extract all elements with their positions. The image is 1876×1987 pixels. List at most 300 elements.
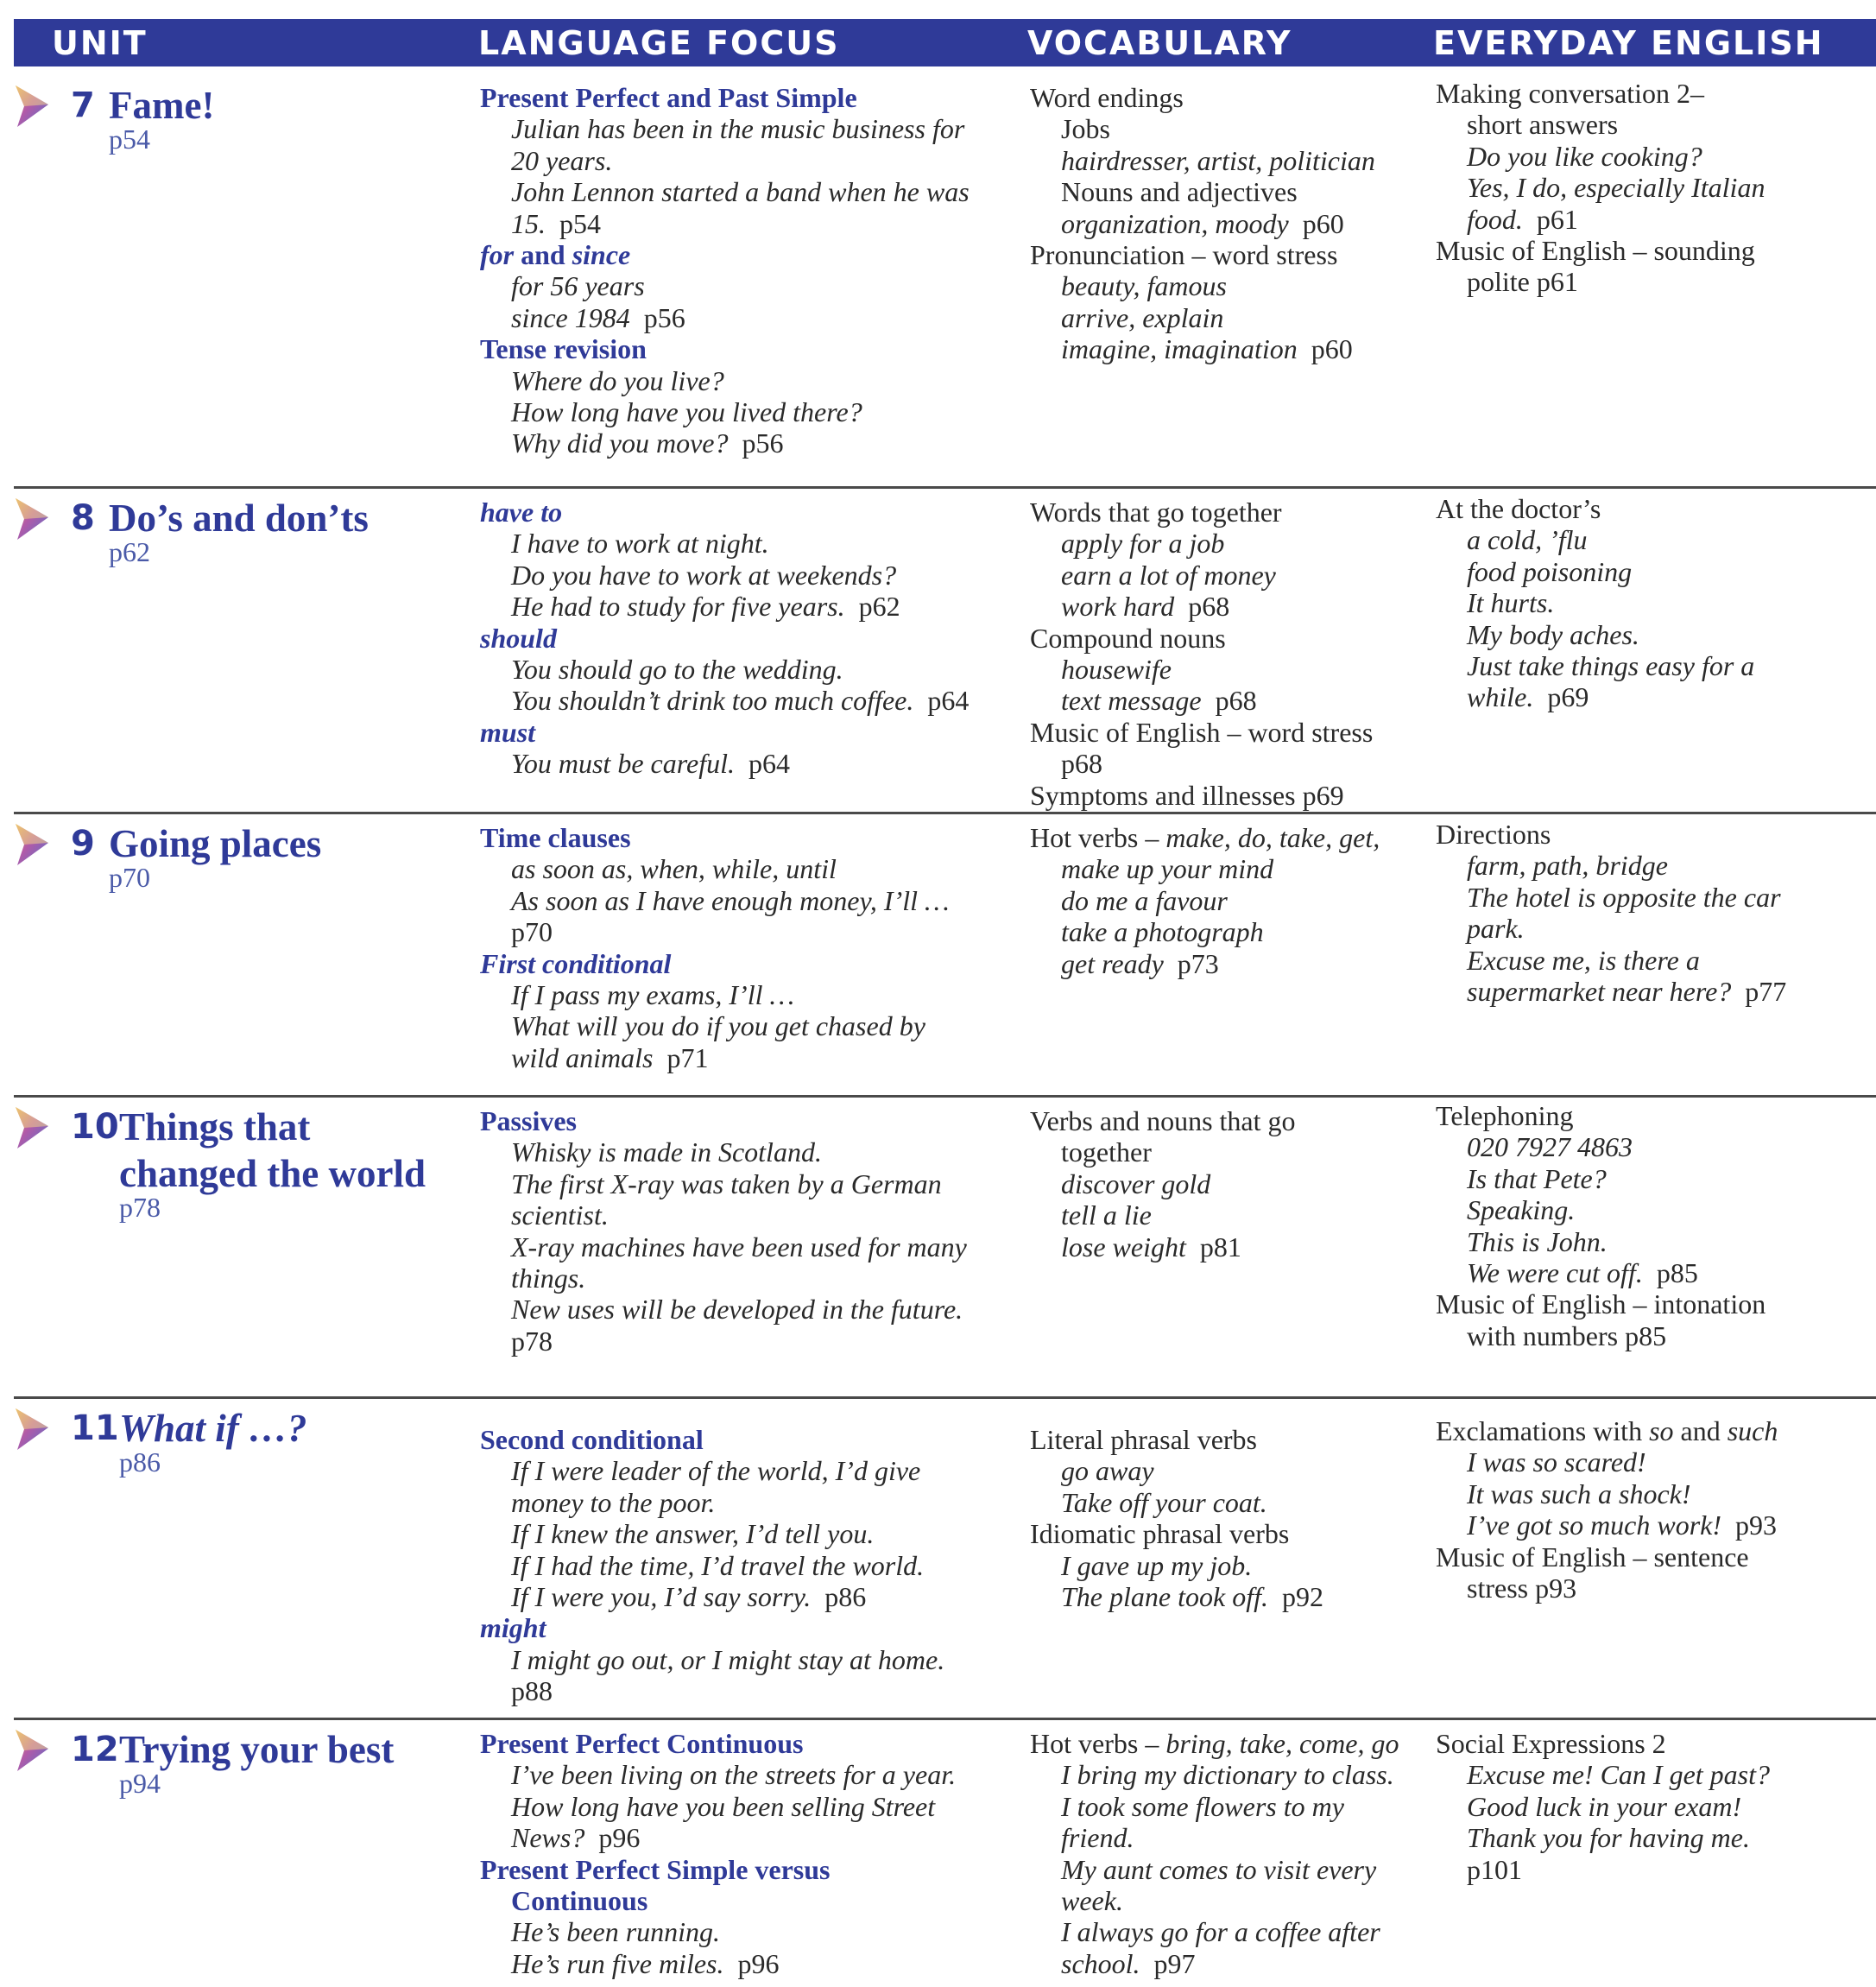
- line-text: The first X-ray was taken by a German: [511, 1168, 942, 1199]
- line-text: At the doctor’s: [1436, 493, 1601, 524]
- line-text: polite p61: [1467, 266, 1578, 298]
- text-line: [1030, 113, 1418, 144]
- text-line: [480, 1550, 998, 1581]
- text-line: [1436, 1446, 1876, 1478]
- text-line: [480, 1424, 998, 1455]
- text-line: [1436, 556, 1876, 587]
- text-line: [480, 239, 998, 270]
- page-reference[interactable]: p60: [1302, 207, 1344, 239]
- text-line: [1030, 270, 1418, 301]
- line-text: arrive, explain: [1061, 301, 1224, 333]
- unit-page[interactable]: p54: [109, 123, 150, 155]
- page-reference[interactable]: p54: [559, 207, 601, 239]
- text-line: [1030, 1487, 1418, 1518]
- line-text: I’ve got so much work!: [1467, 1509, 1722, 1541]
- line-text: You must be careful.: [511, 748, 735, 780]
- vocabulary-cell: [1030, 497, 1418, 811]
- line-text: Music of English – word stress: [1030, 716, 1374, 748]
- text-line: [1030, 654, 1418, 685]
- text-line: [480, 427, 998, 459]
- spacer: [584, 1822, 598, 1853]
- text-line: [1436, 1415, 1876, 1446]
- text-line: [1436, 78, 1876, 109]
- unit-arrow-icon: [12, 495, 52, 543]
- text-line: [1030, 885, 1418, 916]
- everyday-english-cell: [1436, 1728, 1876, 1885]
- unit-page[interactable]: p94: [119, 1768, 161, 1799]
- page-reference[interactable]: p92: [1281, 1581, 1323, 1613]
- text-line: [480, 1168, 998, 1199]
- line-text: earn a lot of money: [1061, 559, 1276, 591]
- line-text: I took some flowers to my: [1061, 1790, 1344, 1822]
- page-reference[interactable]: p97: [1153, 1947, 1196, 1979]
- text-line: [480, 1231, 998, 1262]
- text-line: [1436, 976, 1876, 1007]
- unit-title: Fame!: [109, 84, 215, 127]
- line-text: scientist.: [511, 1199, 609, 1231]
- line-text: discover gold: [1061, 1168, 1211, 1199]
- line-text: Literal phrasal verbs: [1030, 1424, 1257, 1455]
- line-text: If I pass my exams, I’ll …: [511, 979, 794, 1011]
- text-line: [1030, 1424, 1418, 1455]
- text-line: [480, 591, 998, 622]
- unit-title: Things that: [119, 1105, 311, 1149]
- line-text: Just take things easy for a: [1467, 650, 1755, 682]
- text-line: [1436, 1320, 1876, 1351]
- line-text: I’ve been living on the streets for a year.: [511, 1759, 957, 1791]
- page-reference[interactable]: p56: [643, 301, 685, 333]
- text-line: [1030, 1948, 1418, 1979]
- text-line: [1030, 1550, 1418, 1581]
- spacer: [1289, 208, 1303, 239]
- text-line: [480, 333, 998, 364]
- line-text: p78: [511, 1325, 553, 1357]
- text-line: [480, 916, 998, 947]
- line-text: Tense revision: [480, 333, 647, 365]
- line-text: Pronunciation – word stress: [1030, 239, 1338, 271]
- text-line: [1436, 587, 1876, 618]
- spacer: [1174, 591, 1188, 622]
- text-line: [1436, 109, 1876, 140]
- text-line: [480, 1199, 998, 1231]
- spacer: [653, 1042, 666, 1073]
- unit-arrow-icon: [12, 1726, 52, 1775]
- page-reference[interactable]: p93: [1735, 1509, 1778, 1541]
- line-text: He’s run five miles.: [511, 1947, 724, 1979]
- line-text: Verbs and nouns that go: [1030, 1105, 1296, 1136]
- text-line: [480, 497, 998, 528]
- text-line: [1030, 1885, 1418, 1916]
- vocabulary-cell: [1030, 1728, 1418, 1979]
- page-reference[interactable]: p68: [1215, 685, 1257, 717]
- unit-number: 7: [71, 85, 95, 125]
- text-line: [480, 1791, 998, 1822]
- everyday-english-cell: [1436, 1415, 1876, 1604]
- unit-number: 10: [71, 1107, 119, 1147]
- text-line: [1030, 1168, 1418, 1199]
- line-text: hairdresser, artist, politician: [1061, 144, 1375, 176]
- line-text: He had to study for five years.: [511, 591, 845, 623]
- line-text: p101: [1467, 1853, 1522, 1885]
- line-text: go away: [1061, 1455, 1154, 1487]
- vocabulary-cell: [1030, 82, 1418, 365]
- line-text: I gave up my job.: [1061, 1549, 1253, 1581]
- language-focus-cell: [480, 82, 998, 459]
- spacer: [1523, 204, 1537, 235]
- line-text: I was so scared!: [1467, 1446, 1646, 1478]
- text-line: [1436, 141, 1876, 172]
- text-line: [1030, 1822, 1418, 1853]
- text-line: [1436, 1759, 1876, 1790]
- line-text: Compound nouns: [1030, 622, 1226, 654]
- text-line: [1030, 1136, 1418, 1168]
- header-bar: [14, 19, 1876, 66]
- text-line: [1436, 1573, 1876, 1604]
- text-line: [1436, 1226, 1876, 1257]
- page-reference[interactable]: p69: [1547, 681, 1589, 713]
- line-text: I bring my dictionary to class.: [1061, 1759, 1394, 1791]
- line-text: Speaking.: [1467, 1194, 1576, 1226]
- line-text: p68: [1061, 748, 1102, 780]
- line-text: Music of English – intonation: [1436, 1288, 1766, 1320]
- text-line: [480, 1042, 998, 1073]
- spacer: [1202, 685, 1216, 716]
- page-reference[interactable]: p56: [742, 427, 784, 459]
- spacer: [1298, 333, 1311, 364]
- text-line: [480, 717, 998, 748]
- line-text: I might go out, or I might stay at home.: [511, 1643, 945, 1675]
- text-line: [1030, 1759, 1418, 1790]
- line-text: My aunt comes to visit every: [1061, 1853, 1377, 1885]
- line-text: a cold, ’flu: [1467, 524, 1588, 556]
- page-reference[interactable]: p73: [1177, 947, 1219, 979]
- spacer: [723, 1948, 737, 1979]
- line-text: If I knew the answer, I’d tell you.: [511, 1518, 875, 1550]
- line-text: Whisky is made in Scotland.: [511, 1136, 822, 1168]
- page-reference[interactable]: p96: [598, 1822, 641, 1854]
- text-line: [1436, 1257, 1876, 1288]
- text-line: [480, 748, 998, 779]
- line-text: Hot verbs –: [1030, 822, 1166, 853]
- page-reference[interactable]: p61: [1536, 203, 1578, 235]
- everyday-english-cell: [1436, 1100, 1876, 1351]
- line-text: Exclamations with: [1436, 1415, 1650, 1446]
- page-reference[interactable]: p64: [748, 748, 790, 780]
- line-text: as soon as, when, while, until: [511, 853, 837, 885]
- text-line: [1030, 302, 1418, 333]
- page-reference[interactable]: p86: [824, 1581, 867, 1613]
- line-text: for: [480, 239, 515, 271]
- text-line: [480, 1326, 998, 1357]
- text-line: [1436, 945, 1876, 976]
- text-line: [1436, 619, 1876, 650]
- line-text: Social Expressions 2: [1436, 1728, 1666, 1759]
- line-text: school.: [1061, 1947, 1140, 1979]
- text-line: [480, 302, 998, 333]
- line-text: How long have you lived there?: [511, 396, 862, 428]
- page-reference[interactable]: p62: [858, 591, 900, 623]
- text-line: [480, 1948, 998, 1979]
- line-text: for 56 years: [511, 270, 645, 302]
- spacer: [1533, 681, 1547, 712]
- line-text: things.: [511, 1262, 586, 1294]
- text-line: [1436, 882, 1876, 913]
- text-line: [1030, 1105, 1418, 1136]
- page-reference[interactable]: p85: [1656, 1257, 1698, 1289]
- line-text: together: [1061, 1136, 1152, 1168]
- text-line: [1030, 239, 1418, 270]
- row-divider: [14, 812, 1876, 814]
- text-line: [1436, 1541, 1876, 1573]
- text-line: [480, 1136, 998, 1168]
- line-text: Telephoning: [1436, 1100, 1574, 1131]
- text-line: [1030, 1916, 1418, 1947]
- text-line: [480, 853, 998, 884]
- text-line: [1030, 82, 1418, 113]
- page-reference[interactable]: p60: [1311, 333, 1353, 365]
- text-line: [1030, 1854, 1418, 1885]
- line-text: Take off your coat.: [1061, 1486, 1267, 1518]
- line-text: Present Perfect and Past Simple: [480, 82, 857, 113]
- line-text: text message: [1061, 685, 1202, 717]
- line-text: have to: [480, 497, 563, 528]
- row-divider: [14, 486, 1876, 489]
- line-text: 20 years.: [511, 144, 613, 176]
- text-line: [1030, 1581, 1418, 1612]
- unit-page[interactable]: p86: [119, 1446, 161, 1478]
- line-text: The plane took off.: [1061, 1581, 1268, 1613]
- line-text: 15.: [511, 207, 546, 239]
- page-reference[interactable]: p64: [927, 685, 970, 717]
- page-reference[interactable]: p71: [666, 1041, 709, 1073]
- row-divider: [14, 1396, 1876, 1399]
- unit-title: Trying your best: [119, 1728, 395, 1771]
- text-line: [1030, 822, 1418, 853]
- line-text: Continuous: [511, 1885, 648, 1917]
- text-line: [1030, 1455, 1418, 1486]
- page-reference[interactable]: p96: [737, 1947, 780, 1979]
- line-text: You shouldn’t drink too much coffee.: [511, 685, 914, 717]
- line-text: John Lennon started a band when he was: [511, 176, 970, 208]
- line-text: food.: [1467, 203, 1523, 235]
- line-text: What will you do if you get chased by: [511, 1010, 925, 1042]
- line-connector: and: [514, 239, 572, 271]
- line-text: Time clauses: [480, 822, 631, 853]
- line-text: Where do you live?: [511, 364, 724, 396]
- line-text: might: [480, 1612, 546, 1644]
- line-text: 020 7927 4863: [1467, 1131, 1633, 1163]
- vocabulary-cell: [1030, 1424, 1418, 1612]
- line-text: Why did you move?: [511, 427, 729, 459]
- line-text: since: [572, 239, 631, 271]
- line-text: Thank you for having me.: [1467, 1822, 1750, 1854]
- text-line: [1436, 819, 1876, 850]
- language-focus-cell: [480, 1728, 998, 1979]
- header-vocabulary: VOCABULARY: [1027, 24, 1292, 62]
- line-text: Present Perfect Continuous: [480, 1728, 804, 1759]
- text-line: [480, 623, 998, 654]
- text-line: [1030, 1199, 1418, 1231]
- unit-number: 12: [71, 1730, 119, 1769]
- line-text: If I were you, I’d say sorry.: [511, 1581, 812, 1613]
- spacer: [1140, 1948, 1154, 1979]
- text-line: [1030, 333, 1418, 364]
- spacer: [546, 208, 559, 239]
- line-text: As soon as I have enough money, I’ll …: [511, 884, 950, 916]
- line-text: Symptoms and illnesses p69: [1030, 779, 1344, 811]
- line-text: New uses will be developed in the future.: [511, 1294, 963, 1326]
- text-line: [480, 1612, 998, 1643]
- unit-page[interactable]: p62: [109, 536, 150, 567]
- line-text: since 1984: [511, 301, 630, 333]
- line-text: organization, moody: [1061, 207, 1289, 239]
- text-line: [1030, 208, 1418, 239]
- line-text: News?: [511, 1822, 585, 1854]
- text-line: [480, 1294, 998, 1325]
- line-text: with numbers p85: [1467, 1319, 1667, 1351]
- line-text: park.: [1467, 913, 1525, 945]
- text-line: [480, 1487, 998, 1518]
- text-line: [1436, 1728, 1876, 1759]
- line-text: How long have you been selling Street: [511, 1790, 936, 1822]
- line-text: Hot verbs –: [1030, 1728, 1166, 1759]
- line-text: housewife: [1061, 654, 1172, 686]
- line-text: should: [480, 622, 557, 654]
- line-text: get ready: [1061, 947, 1164, 979]
- text-line: [480, 1885, 998, 1916]
- unit-number: 11: [71, 1408, 119, 1448]
- header-language-focus: LANGUAGE FOCUS: [478, 24, 840, 62]
- text-line: [480, 396, 998, 427]
- line-text: We were cut off.: [1467, 1257, 1643, 1289]
- text-line: [480, 1916, 998, 1947]
- line-emphasis: so: [1649, 1415, 1674, 1446]
- text-line: [1030, 717, 1418, 748]
- line-text: week.: [1061, 1885, 1123, 1917]
- line-text: money to the poor.: [511, 1486, 716, 1518]
- line-text: work hard: [1061, 591, 1175, 623]
- everyday-english-cell: [1436, 78, 1876, 298]
- line-text: You should go to the wedding.: [511, 654, 843, 686]
- line-text: Is that Pete?: [1467, 1162, 1607, 1194]
- text-line: [1436, 1194, 1876, 1225]
- line-text: Directions: [1436, 819, 1551, 850]
- line-text: Music of English – sentence: [1436, 1541, 1749, 1573]
- text-line: [1436, 1163, 1876, 1194]
- line-text: Do you like cooking?: [1467, 140, 1702, 172]
- language-focus-cell: [480, 1424, 998, 1707]
- text-line: [1436, 493, 1876, 524]
- line-text: tell a lie: [1061, 1199, 1152, 1231]
- line-text: imagine, imagination: [1061, 333, 1298, 365]
- spacer: [811, 1581, 824, 1612]
- line-text: It was such a shock!: [1467, 1478, 1691, 1509]
- line-text: apply for a job: [1061, 528, 1225, 560]
- text-line: [480, 365, 998, 396]
- text-line: [480, 1105, 998, 1136]
- text-line: [480, 654, 998, 685]
- line-text: Second conditional: [480, 1424, 704, 1455]
- text-line: [1030, 145, 1418, 176]
- text-line: [1436, 913, 1876, 944]
- text-line: [1436, 204, 1876, 235]
- line-text: supermarket near here?: [1467, 976, 1732, 1008]
- line-text: Excuse me! Can I get past?: [1467, 1759, 1771, 1791]
- text-line: [480, 560, 998, 591]
- language-focus-cell: [480, 822, 998, 1073]
- text-line: [1436, 1288, 1876, 1319]
- line-connector: and: [1673, 1415, 1728, 1446]
- row-divider: [14, 1718, 1876, 1720]
- line-text: lose weight: [1061, 1231, 1186, 1262]
- line-text: Yes, I do, especially Italian: [1467, 172, 1765, 204]
- text-line: [1030, 853, 1418, 884]
- text-line: [480, 1581, 998, 1612]
- unit-title: Do’s and don’ts: [109, 497, 369, 540]
- spacer: [913, 685, 927, 716]
- line-text: My body aches.: [1467, 618, 1639, 650]
- text-line: [1436, 1478, 1876, 1509]
- row-divider: [14, 1095, 1876, 1098]
- line-text: food poisoning: [1467, 555, 1633, 587]
- line-text: farm, path, bridge: [1467, 850, 1668, 882]
- line-text: Words that go together: [1030, 497, 1282, 528]
- vocabulary-cell: [1030, 822, 1418, 979]
- line-text: Excuse me, is there a: [1467, 944, 1700, 976]
- line-text: Julian has been in the music business for: [511, 113, 965, 145]
- spacer: [1721, 1509, 1735, 1541]
- page-reference[interactable]: p81: [1199, 1231, 1241, 1262]
- page-reference[interactable]: p68: [1188, 591, 1230, 623]
- text-line: [480, 1675, 998, 1706]
- unit-arrow-icon: [12, 1405, 52, 1453]
- spacer: [630, 302, 644, 333]
- line-text: wild animals: [511, 1041, 654, 1073]
- line-text: X-ray machines have been used for many: [511, 1231, 967, 1262]
- line-emphasis: bring, take, come, go: [1165, 1728, 1399, 1759]
- text-line: [1436, 172, 1876, 203]
- unit-arrow-icon: [12, 82, 52, 130]
- spacer: [1268, 1581, 1282, 1612]
- text-line: [480, 948, 998, 979]
- line-text: Jobs: [1061, 113, 1110, 145]
- text-line: [1030, 528, 1418, 559]
- header-unit: UNIT: [52, 24, 148, 62]
- text-line: [1030, 780, 1418, 811]
- language-focus-cell: [480, 1105, 998, 1357]
- line-text: short answers: [1467, 109, 1619, 141]
- line-text: while.: [1467, 681, 1534, 713]
- line-text: The hotel is opposite the car: [1467, 881, 1781, 913]
- line-text: take a photograph: [1061, 916, 1264, 948]
- text-line: [1436, 266, 1876, 297]
- page-reference[interactable]: p77: [1745, 976, 1787, 1008]
- line-text: Do you have to work at weekends?: [511, 559, 897, 591]
- text-line: [480, 822, 998, 853]
- text-line: [480, 1759, 998, 1790]
- text-line: [480, 82, 998, 113]
- text-line: [1436, 850, 1876, 881]
- line-text: He’s been running.: [511, 1916, 721, 1948]
- text-line: [1030, 176, 1418, 207]
- unit-page[interactable]: p70: [109, 862, 150, 893]
- text-line: [1436, 1822, 1876, 1853]
- unit-page[interactable]: p78: [119, 1192, 161, 1223]
- line-text: I have to work at night.: [511, 528, 769, 560]
- line-text: If I had the time, I’d travel the world.: [511, 1549, 925, 1581]
- unit-arrow-icon: [12, 1104, 52, 1152]
- text-line: [480, 270, 998, 301]
